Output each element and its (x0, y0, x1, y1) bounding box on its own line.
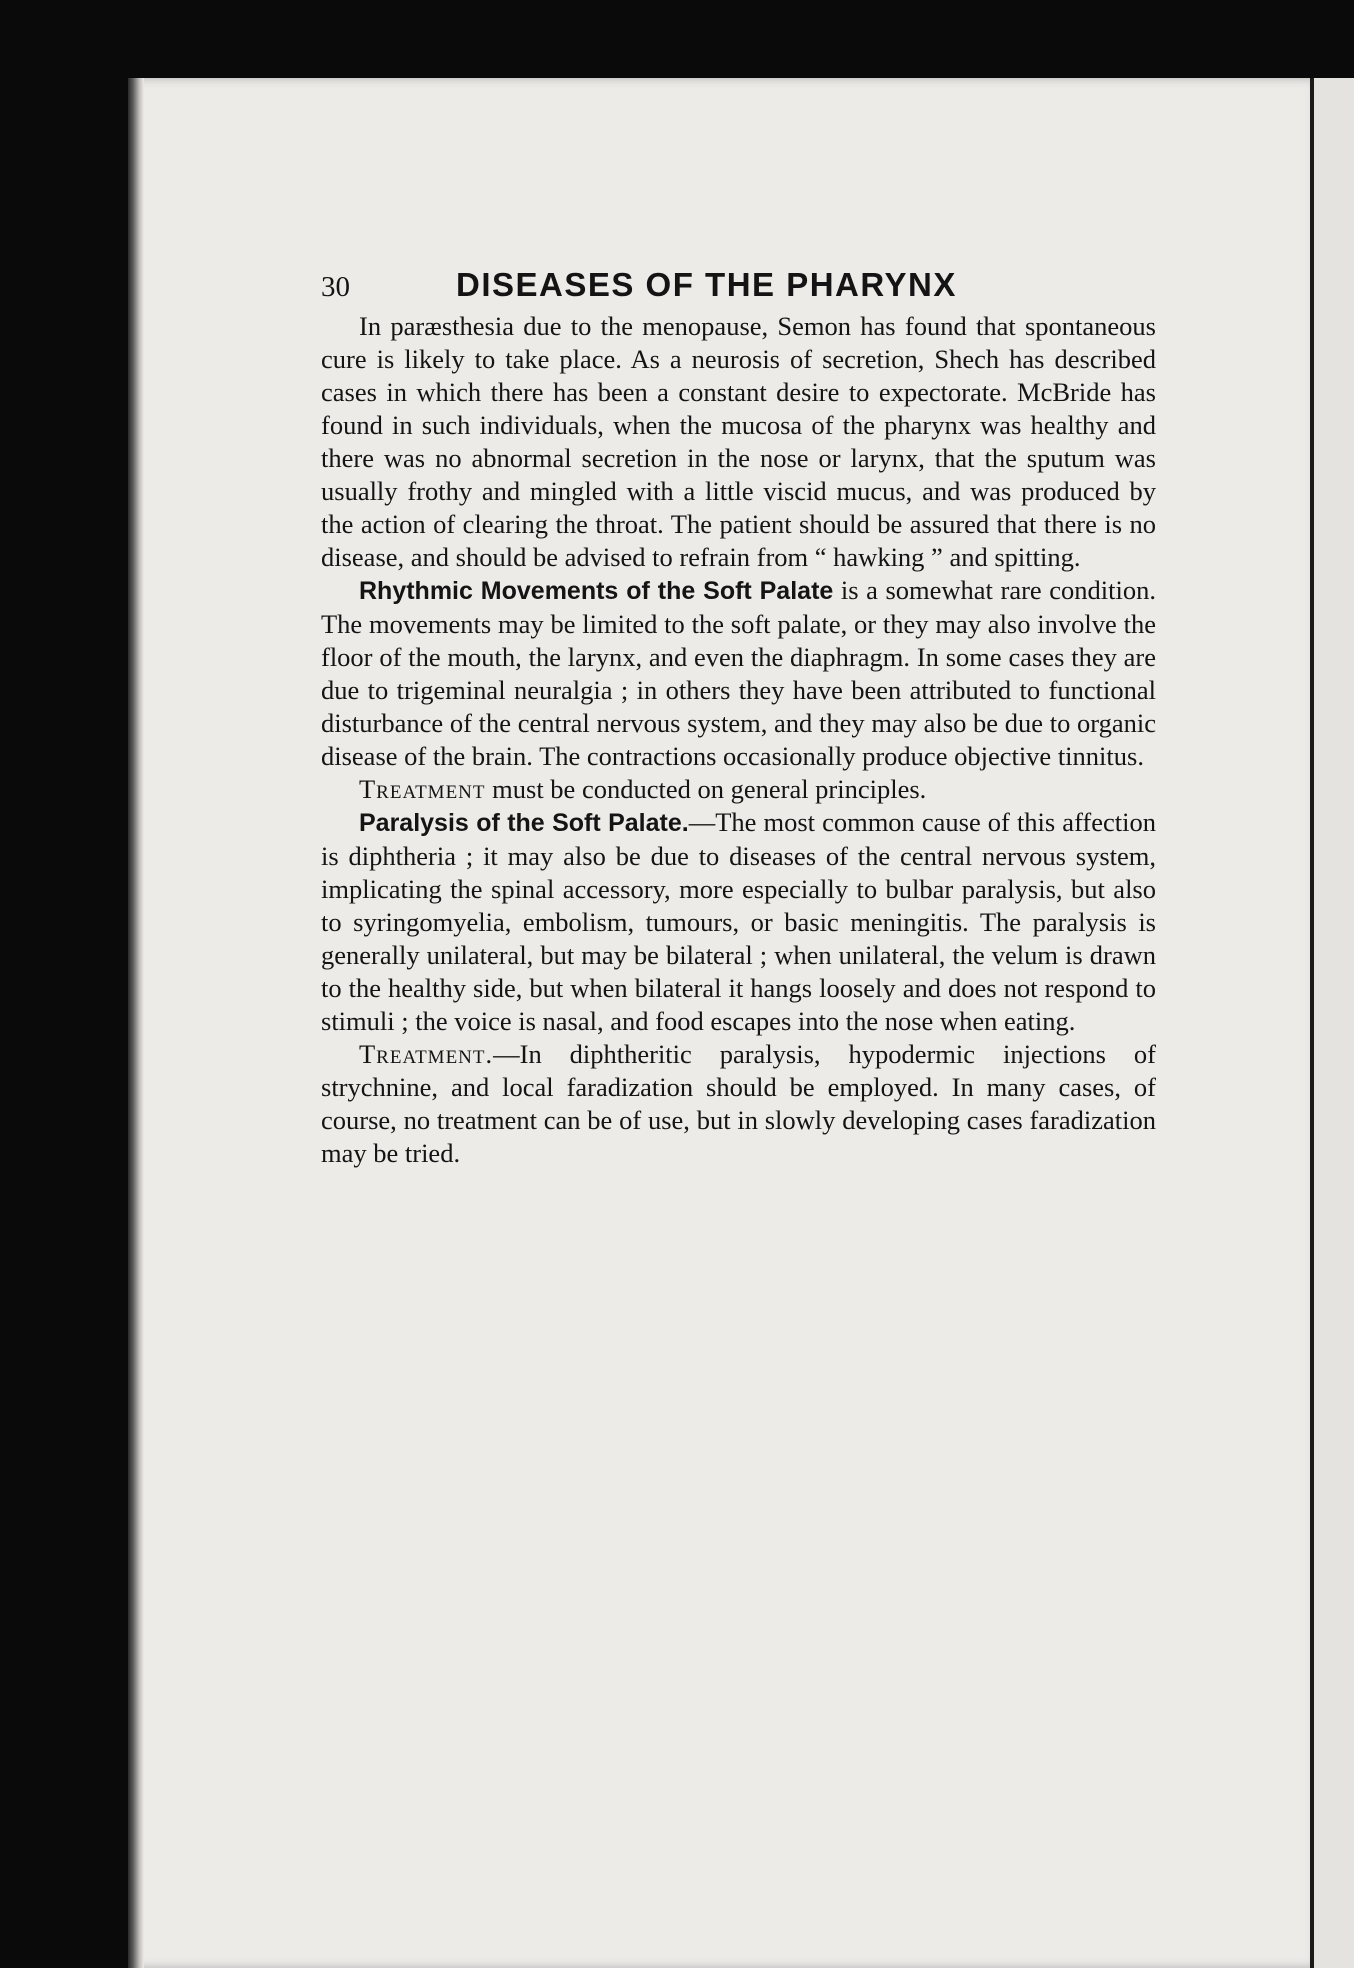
running-head (321, 268, 1156, 304)
paragraph-paraesthesia: In paræsthesia due to the menopause, Semon has found that spontaneous cure is likely to take place. As a neurosis of secretion, Shech has described cases in which there has been a constant desire to expectorate. McBride has found in such individuals, when the mucosa of the pharynx was healthy and there was no abnormal secretion in the nose or larynx, that the sputum was usually frothy and mingled with a little viscid mucus, and was produced by the action of clearing the throat. The patient should be assured that there is no disease, and should be advised to refrain from “ hawking ” and spitting. (321, 311, 1156, 572)
page-binding-shadow (128, 78, 144, 1968)
paragraph-paralysis (321, 806, 1156, 1038)
facing-page-edge (1314, 78, 1354, 1968)
treatment-label: Treatment. (359, 1039, 494, 1069)
page-text (321, 268, 1156, 1170)
paragraph-rhythmic-movements (321, 574, 1156, 773)
paragraph-treatment-2 (321, 1038, 1156, 1170)
paragraph-body: must be conducted on general principles. (485, 774, 927, 804)
section-heading-paralysis: Paralysis of the Soft Palate. (359, 809, 689, 837)
treatment-label: Treatment (359, 774, 486, 804)
paragraph-body: —The most common cause of this affection is diphtheria ; it may also be due to diseases of the central nervous system, implicating the spinal accessory, more especially to bulbar paralysis, but also to syringomyelia, embolism, tumours, or basic meningitis. The paralysis is generally unilateral, but may be bilateral ; when unilateral, the velum is drawn to the healthy side, but when bilateral it hangs loosely and does not respond to stimuli ; the voice is nasal, and food escapes into the nose when eating. (321, 807, 1156, 1036)
paragraph-treatment-1 (321, 773, 1156, 806)
running-title: DISEASES OF THE PHARYNX (456, 266, 957, 303)
section-heading-rhythmic-movements: Rhythmic Movements of the Soft Palate (359, 577, 834, 605)
paragraph-body: is a somewhat rare condition. The movements may be limited to the soft palate, or they may also involve the floor of the mouth, the larynx, and even the diaphragm. In some cases they are due to trigeminal neuralgia ; in others they have been attributed to functional disturbance of the central nervous system, and they may also be due to organic disease of the brain. The contractions occasionally produce objective tinnitus. (321, 575, 1156, 771)
page-number: 30 (321, 271, 350, 303)
paragraph-body: —In diphtheritic paralysis, hypodermic injections of strychnine, and local faradization should be employed. In many cases, of course, no treatment can be of use, but in slowly developing cases faradization may be tried. (321, 1039, 1156, 1168)
